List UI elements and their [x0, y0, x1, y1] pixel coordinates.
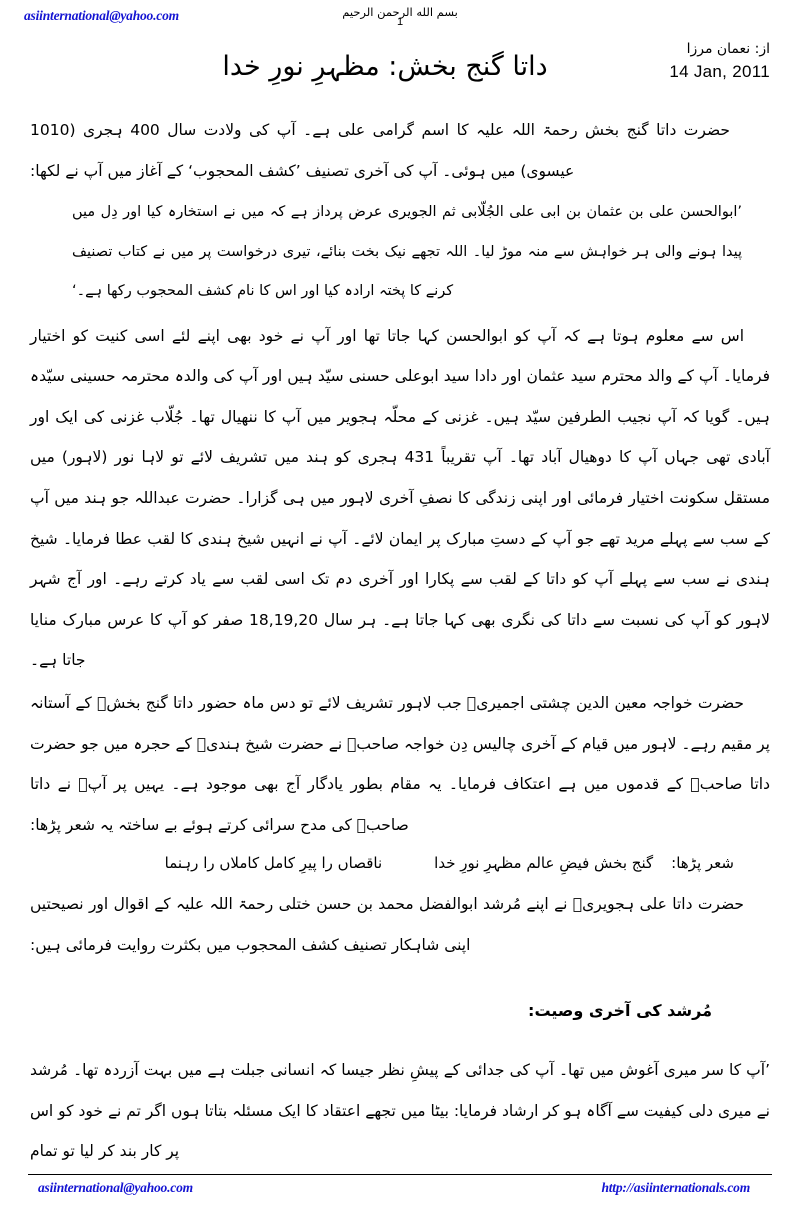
paragraph-kashf-riwayat: حضرت داتا علی ہجویریؒ نے اپنے مُرشد ابوالفضل محمد بن حسن ختلی رحمۃ اللہ علیہ کے اقوال اور نصیحتیں اپنی شاہکار تصنیف کشف المحجوب میں بکثرت روایت فرمائی ہیں:: [30, 894, 744, 954]
page-footer: [28, 1174, 772, 1208]
footer-website-link[interactable]: http://asiinternationals.com: [601, 1179, 750, 1195]
couplet-hemistich-second: ناقصاں را پیرِ کامل کاملاں را رہنما: [164, 854, 383, 873]
footer-email-link[interactable]: asiinternational@yahoo.com: [38, 1179, 193, 1195]
bismillah-text: بسم الله الرحمن الرحيم: [342, 5, 458, 19]
section-spacer: [30, 967, 770, 981]
page-number: 1: [396, 16, 404, 29]
page-title: داتا گنج بخش: مظہرِ نورِ خدا: [222, 51, 548, 82]
subheading-murshid-wasiyat: مُرشد کی آخری وصیت:: [528, 1001, 712, 1021]
paragraph-intro: حضرت داتا گنج بخش رحمۃ اللہ علیہ کا اسم گرامی علی ہے۔ آپ کی ولادت سال 400 ہجری (1010 عیسوی) میں ہوئی۔ آپ کی آخری تصنیف ’کشف المحجوب‘ کے آغاز میں آپ نے لکھا:: [30, 121, 730, 180]
bismillah-block: [24, 6, 776, 28]
blockquote-kashf-ul-mahjoob: ’ابوالحسن علی بن عثمان بن ابی علی الجُلّابی ثم الجویری عرض پرداز ہے کہ میں نے استخارہ کیا اور دِل میں پیدا ہونے والی ہر خواہش سے منہ موڑ لیا۔ اللہ تجھے نیک بخت بنائے، تیری درخواست پر میں نے کتاب تصنیف کرنے کا پختہ ارادہ کیا اور اس کا نام کشف المحجوب رکھا ہے۔‘: [72, 204, 742, 300]
persian-couplet: [30, 849, 770, 878]
author-name: از: نعمان مرزا: [686, 41, 770, 57]
subsection-spacer: [30, 1036, 770, 1050]
header-email-link[interactable]: asiinternational@yahoo.com: [24, 8, 179, 23]
couplet-label: شعر پڑھا:: [671, 854, 734, 873]
document-date: 14 Jan, 2011: [669, 62, 770, 82]
paragraph-khwaja-moinuddin: حضرت خواجہ معین الدین چشتی اجمیریؒ جب لاہور تشریف لائے تو دس ماہ حضور داتا گنج بخشؒ کے آستانہ پر مقیم رہے۔ لاہور میں قیام کے آخری چالیس دِن خواجہ صاحبؒ نے حضرت شیخ ہندیؒ کے حجرہ میں جو حضرت داتا صاحبؒ کے قدموں میں ہے اعتکاف فرمایا۔ یہ مقام بطور یادگار آج بھی موجود ہے۔ یہیں پر آپؒ نے داتا صاحبؒ کی مدح سرائی کرتے ہوئے بے ساختہ یہ شعر پڑھا:: [30, 694, 770, 834]
paragraph-wasiyat-quote: ’آپ کا سر میری آغوش میں تھا۔ آپ کی جدائی کے پیشِ نظر جیسا کہ انسانی جبلت ہے میں بہت آزردہ تھا۔ مُرشد نے میری دلی کیفیت سے آگاہ ہو کر ارشاد فرمایا: بیٹا میں تجھے اعتقاد کا ایک مسئلہ بتاتا ہوں اگر تم نے خود کو اس پر کار بند کر لیا تو تمام: [30, 1060, 770, 1161]
document-body: [24, 110, 776, 1174]
couplet-hemistich-first: گنج بخش فیضِ عالم مظہرِ نورِ خدا: [434, 854, 654, 873]
paragraph-kunyat-lineage: اس سے معلوم ہوتا ہے کہ آپ کو ابوالحسن کہا جاتا تھا اور آپ نے خود بھی اپنے لئے اسی کنیت کو اختیار فرمایا۔ آپ کے والد محترم سید عثمان اور دادا سید ابوعلی حسنی سیّد ہیں اور آپ کی والدہ محترمہ حسینی سیّدہ ہیں۔ گویا کہ آپ نجیب الطرفین سیّد ہیں۔ غزنی کے محلّہ ہجویر میں آپ کا ننھیال تھا۔ جُلّاب غزنی کی ایک اور آبادی تھی جہاں آپ کا دوھیال آباد تھا۔ آپ تقریباً 431 ہجری کو ہند میں تشریف لائے تو لاہا نور (لاہور) میں مستقل سکونت اختیار فرمائی اور اپنی زندگی کا نصفِ آخری لاہور میں ہی گزارا۔ حضرت عبداللہ جو ہند میں آپ کے سب سے پہلے مرید تھے جو آپ کے دستِ مبارک پر ایمان لائے۔ آپ نے انہیں شیخ ہندی کا لقب عطا فرمایا۔ شیخ ہندی نے سب سے پہلے آپ کو داتا کے لقب سے پکارا اور آخری دم تک اسی لقب سے یاد کرتے رہے۔ اور آج شہر لاہور کو آپ کی نسبت سے داتا کی نگری بھی کہا جاتا ہے۔ ہر سال 18,19,20 صفر کو آپ کا عرس مبارک منایا جاتا ہے۔: [30, 326, 770, 670]
page-header: [24, 6, 776, 110]
